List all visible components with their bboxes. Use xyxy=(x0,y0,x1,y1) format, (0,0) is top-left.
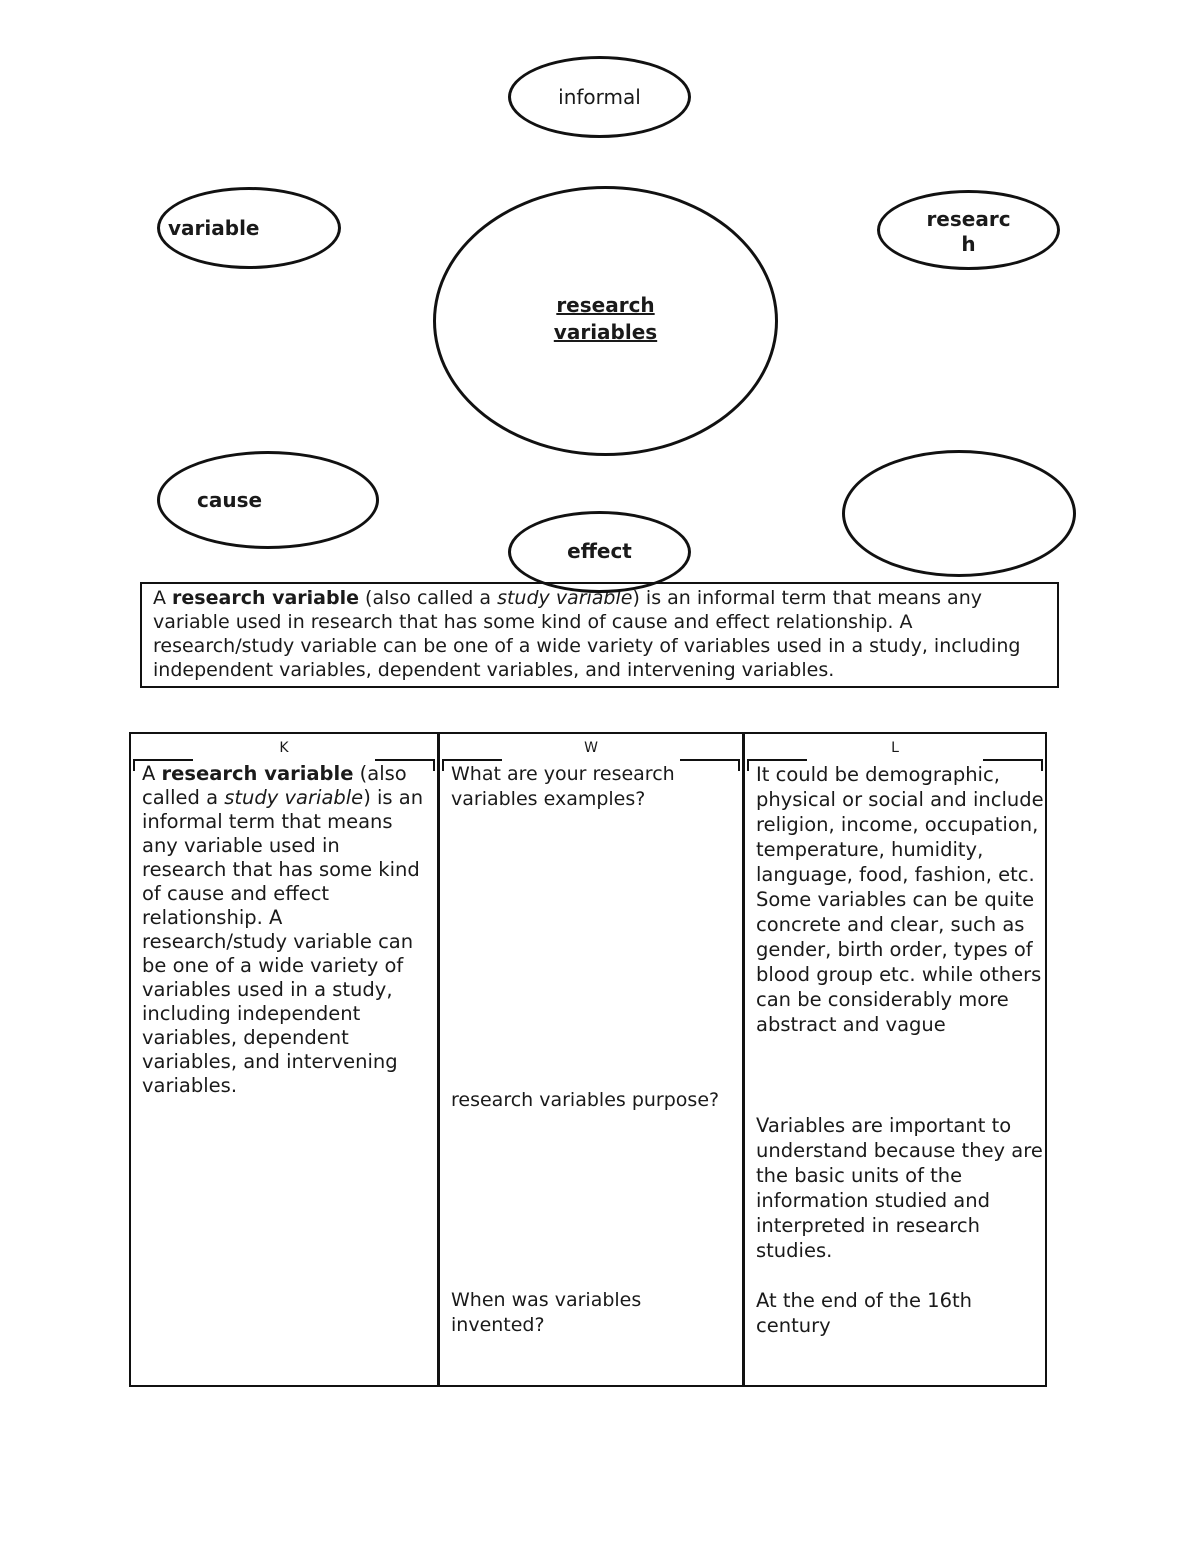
bubble-effect xyxy=(508,511,691,593)
kwl-k-term: research variable xyxy=(161,762,354,785)
kwl-column-w xyxy=(437,734,742,1385)
kwl-header-l: L xyxy=(745,734,1045,762)
kwl-column-k xyxy=(131,734,437,1385)
bubble-empty xyxy=(842,450,1076,577)
definition-box xyxy=(140,582,1059,688)
bubble-variable-label: variable xyxy=(168,216,260,240)
kwl-header-k: K xyxy=(131,734,437,762)
kwl-k-mid: (also called a xyxy=(142,762,407,809)
kwl-w-question-2: research variables purpose? xyxy=(451,1089,720,1111)
kwl-k-a: A xyxy=(142,762,162,785)
kwl-l-answer-2: Variables are important to understand because they are the basic units of the information studied and interpreted in research studies. xyxy=(756,1114,1043,1262)
bubble-cause-label: cause xyxy=(197,488,263,512)
kwl-w-question-3: When was variables invented? xyxy=(451,1289,642,1336)
bubble-research xyxy=(877,190,1060,270)
kwl-column-l xyxy=(742,734,1045,1385)
bubble-effect-label: effect xyxy=(567,539,632,563)
bubble-cause xyxy=(157,451,379,549)
definition-alt-term: study variable xyxy=(497,587,633,609)
kwl-header-w: W xyxy=(440,734,742,762)
center-label-line1: research xyxy=(556,293,655,317)
bubble-informal xyxy=(508,56,691,138)
kwl-w-question-1: What are your research variables examples? xyxy=(451,763,675,810)
center-bubble-research-variables xyxy=(433,186,778,456)
bubble-research-label: researc h xyxy=(926,207,1011,256)
kwl-l-answer-3: At the end of the 16th century xyxy=(756,1289,972,1337)
definition-term: research variable xyxy=(172,587,360,609)
bubble-variable xyxy=(157,187,341,269)
bubble-informal-label: informal xyxy=(558,85,641,109)
definition-a: A xyxy=(153,587,173,609)
definition-rest: ) is an informal term that means any variable used in research that has some kind of cause and effect relationship. A research/study variable can be one of a wide variety of variables used in a study, including independent variables, dependent variables, and intervening variables. xyxy=(153,587,1021,681)
kwl-k-rest1: ) is an informal term that means any variable used in research that has some kind of cause and effect relationship. A research/study variable can be one of a wide variety of variables used in a study, xyxy=(142,786,424,1001)
definition-mid: (also called a xyxy=(359,587,498,609)
kwl-k-text xyxy=(131,762,437,1098)
kwl-k-rest2: including independent variables, dependent variables, and intervening variables. xyxy=(142,1002,398,1097)
kwl-k-alt-term: study variable xyxy=(224,786,364,809)
kwl-l-answer-1: It could be demographic, physical or social and include religion, income, occupation, temperature, humidity, language, food, fashion, etc. Some variables can be quite concrete and clear, such as gender, birth order, types of blood group etc. while others can be considerably more abstract and vague xyxy=(756,763,1044,1036)
center-label-line2: variables xyxy=(553,320,658,344)
kwl-table xyxy=(129,732,1047,1387)
